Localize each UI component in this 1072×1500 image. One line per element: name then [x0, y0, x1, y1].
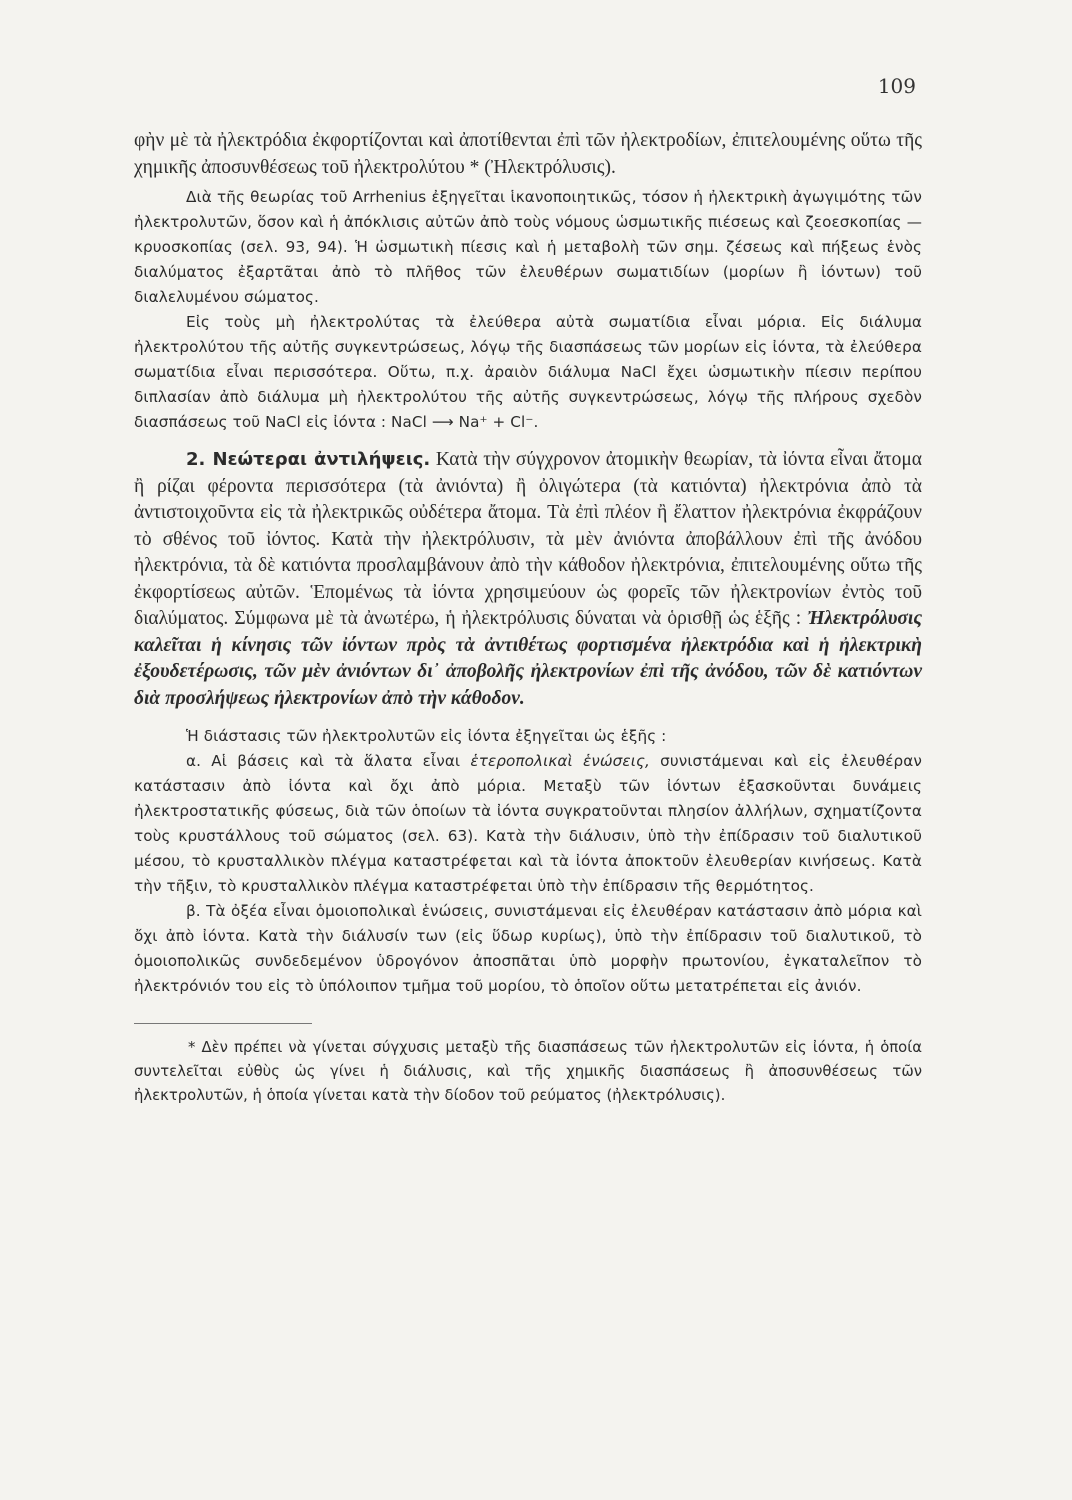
- paragraph-dissociation-intro: Ἡ διάστασις τῶν ἠλεκτρολυτῶν εἰς ἰόντα ἐξηγεῖται ὡς ἑξῆς :: [186, 727, 667, 745]
- page-body: [134, 128, 922, 1108]
- bases-salts-text: συνιστάμεναι καὶ εἰς ἐλευθέραν κατάστασιν ἀπὸ ἰόντα καὶ ὄχι ἀπὸ μόρια. Μεταξὺ τῶν ἰόντων ἐξασκοῦνται δυνάμεις ἠλεκτροστατικῆς φύσεως, διὰ τῶν ὁποίων τὰ ἰόντα συγκρατοῦνται πλησίον ἀλλήλων, σχηματίζοντα τοὺς κρυστάλλους τοῦ σώματος (σελ. 63). Κατὰ τὴν διάλυσιν, ὑπὸ τὴν ἐπίδρασιν τοῦ διαλυτικοῦ μέσου, τὸ κρυσταλλικὸν πλέγμα καταστρέφεται καὶ τὰ ἰόντα ἀποκτοῦν ἐλευθερίαν κινήσεως. Κατὰ τὴν τῆξιν, τὸ κρυσταλλικὸν πλέγμα καταστρέφεται ὑπὸ τὴν ἐπίδρασιν τῆς θερμότητος.: [134, 752, 922, 895]
- paragraph-bases-salts: [134, 749, 922, 899]
- paragraph-arrhenius-theory: Διὰ τῆς θεωρίας τοῦ Arrhenius ἐξηγεῖται ἱκανοποιητικῶς, τόσον ἡ ἠλεκτρικὴ ἀγωγιμότης τῶν ἠλεκτρολυτῶν, ὅσον καὶ ἡ ἀπόκλισις αὐτῶν ἀπὸ τοὺς νόμους ὡσμωτικῆς πιέσεως καὶ ζεοεσκοπίας — κρυοσκοπίας (σελ. 93, 94). Ἡ ὡσμωτικὴ πίεσις καὶ ἡ μεταβολὴ τῶν σημ. ζέσεως καὶ πήξεως ἑνὸς διαλύματος ἐξαρτᾶται ἀπὸ τὸ πλῆθος τῶν ἐλευθέρων σωματιδίων (μορίων ἢ ἰόντων) τοῦ διαλελυμένου σώματος.: [134, 188, 922, 306]
- footnote: * Δὲν πρέπει νὰ γίνεται σύγχυσις μεταξὺ τῆς διασπάσεως τῶν ἠλεκτρολυτῶν εἰς ἰόντα, ἡ ὁποία συντελεῖται εὐθὺς ὡς γίνει ἡ διάλυσις, καὶ τῆς χημικῆς διασπάσεως ἢ ἀποσυνθέσεως τῶν ἠλεκτρολυτῶν, ἡ ὁποία γίνεται κατὰ τὴν δίοδον τοῦ ρεύματος (ἠλεκτρόλυσις).: [134, 1039, 922, 1104]
- bases-salts-lead: α. Αἱ βάσεις καὶ τὰ ἅλατα εἶναι: [186, 752, 461, 770]
- paragraph-continuation: φὴν μὲ τὰ ἠλεκτρόδια ἐκφορτίζονται καὶ ἀποτίθενται ἐπὶ τῶν ἠλεκτροδίων, ἐπιτελουμένης οὕτω τῆς χημικῆς ἀποσυνθέσεως τοῦ ἠλεκτρολύτου * (Ἠλεκτρόλυσις).: [134, 130, 922, 178]
- paragraph-non-electrolytes: Εἰς τοὺς μὴ ἠλεκτρολύτας τὰ ἐλεύθερα αὐτὰ σωματίδια εἶναι μόρια. Εἰς διάλυμα ἠλεκτρολύτου τῆς αὐτῆς συγκεντρώσεως, λόγῳ τῆς διασπάσεως τῶν μορίων εἰς ἰόντα, τὰ ἐλεύθερα σωματίδια εἶναι περισσότερα. Οὕτω, π.χ. ἀραιὸν διάλυμα NaCl ἔχει ὡσμωτικὴν πίεσιν περίπου διπλασίαν ἀπὸ διάλυμα μὴ ἠλεκτρολύτου τῆς αὐτῆς συγκεντρώσεως, λόγῳ τῆς πλήρους σχεδὸν διασπάσεως τοῦ NaCl εἰς ἰόντα : NaCl ⟶ Na⁺ + Cl⁻.: [134, 313, 922, 431]
- heteropolar-compounds-term: ἑτεροπολικαὶ ἑνώσεις,: [470, 752, 650, 770]
- footnote-divider: [134, 1023, 312, 1024]
- paragraph-modern-views: [134, 447, 922, 712]
- paragraph-acids: β. Τὰ ὀξέα εἶναι ὁμοιοπολικαὶ ἑνώσεις, συνιστάμεναι εἰς ἐλευθέραν κατάστασιν ἀπὸ μόρια καὶ ὄχι ἀπὸ ἰόντα. Κατὰ τὴν διάλυσίν των (εἰς ὕδωρ κυρίως), ὑπὸ τὴν ἐπίδρασιν τοῦ διαλυτικοῦ, τὸ ὁμοιοπολικῶς συνδεδεμένον ὑδρογόνον ἀποσπᾶται ὑπὸ μορφὴν πρωτονίου, ἐγκαταλεῖπον τὸ ἠλεκτρόνιόν του εἰς τὸ ὑπόλοιπον τμῆμα τοῦ μορίου, τὸ ὁποῖον οὕτω μετατρέπεται εἰς ἀνιόν.: [134, 902, 922, 995]
- page-number: 109: [877, 74, 916, 98]
- electrolysis-definition: Ἠλεκτρόλυσις καλεῖται ἡ κίνησις τῶν ἰόντων πρὸς τὰ ἀντιθέτως φορτισμένα ἠλεκτρόδια καὶ ἡ ἠλεκτρικὴ ἐξουδετέρωσις, τῶν μὲν ἀνιόντων δι᾽ ἀποβολῆς ἠλεκτρονίων ἐπὶ τῆς ἀνόδου, τῶν δὲ κατιόντων διὰ προσλήψεως ἠλεκτρονίων ἀπὸ τὴν κάθοδον.: [134, 608, 923, 709]
- section-heading: 2. Νεώτεραι ἀντιλήψεις.: [186, 449, 431, 470]
- modern-views-text: Κατὰ τὴν σύγχρονον ἀτομικὴν θεωρίαν, τὰ ἰόντα εἶναι ἄτομα ἢ ρίζαι φέροντα περισσότερα (τὰ ἀνιόντα) ἢ ὀλιγώτερα (τὰ κατιόντα) ἠλεκτρόνια ἀπὸ τὰ ἀντιστοιχοῦντα εἰς τὰ ἠλεκτρικῶς οὐδέτερα ἄτομα. Τὰ ἐπὶ πλέον ἢ ἔλαττον ἠλεκτρόνια ἐκφράζουν τὸ σθένος τοῦ ἰόντος. Κατὰ τὴν ἠλεκτρόλυσιν, τὰ μὲν ἀνιόντα ἀποβάλλουν ἐπὶ τῆς ἀνόδου ἠλεκτρόνια, τὰ δὲ κατιόντα προσλαμβάνουν ἀπὸ τὴν κάθοδον ἠλεκτρόνια, ἐπιτελουμένης οὕτω τῆς ἐκφορτίσεως αὐτῶν. Ἑπομένως τὰ ἰόντα χρησιμεύουν ὡς φορεῖς τῶν ἠλεκτρονίων ἐντὸς τοῦ διαλύματος. Σύμφωνα μὲ τὰ ἀνωτέρω, ἡ ἠλεκτρόλυσις δύναται νὰ ὁρισθῇ ὡς ἑξῆς :: [134, 449, 923, 629]
